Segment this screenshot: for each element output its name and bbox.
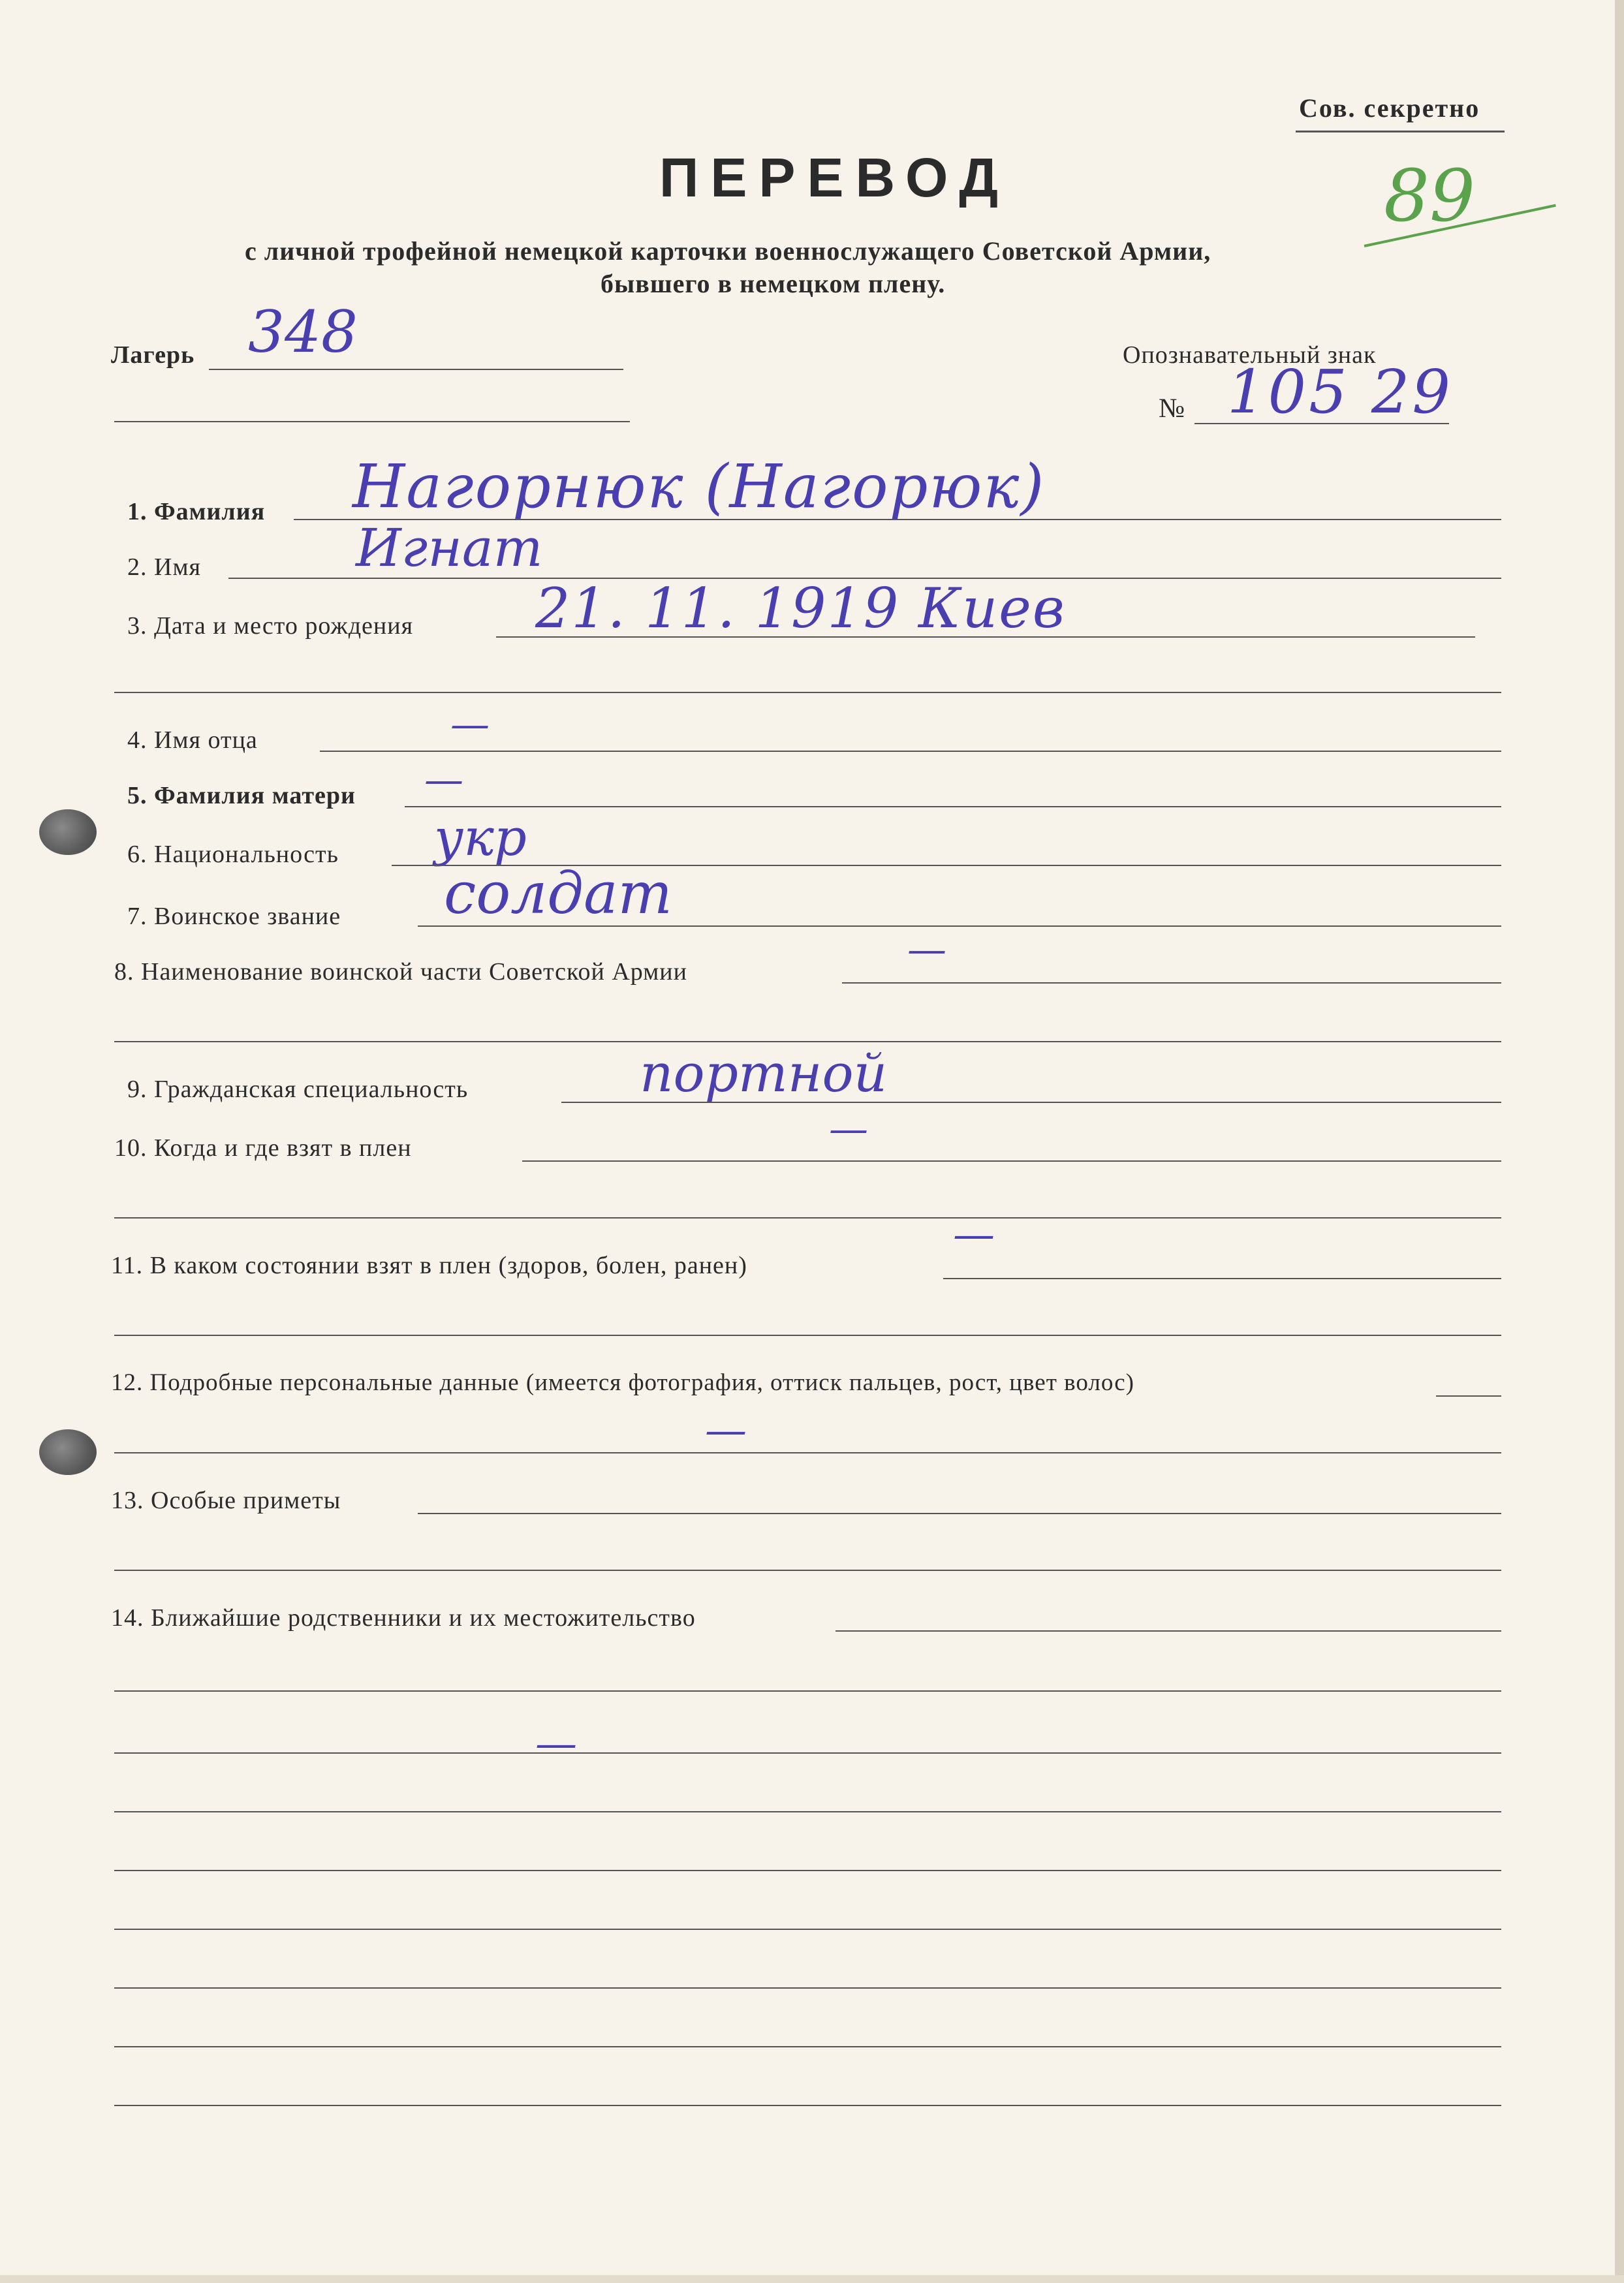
field-condition-label: 11. В каком состоянии взят в плен (здоров, болен, ранен): [111, 1252, 747, 1279]
page-edge-right: [1615, 0, 1624, 2283]
field-birth-line: [496, 636, 1475, 638]
field-profession-line: [561, 1102, 1501, 1103]
page-edge-bottom: [0, 2275, 1624, 2283]
field-relatives-line-4: [114, 1811, 1501, 1812]
field-personal-data-line-2: [114, 1452, 1501, 1453]
field-relatives-value: —: [535, 1720, 577, 1768]
document-subtitle-line1: с личной трофейной немецкой карточки военнослужащего Советской Армии,: [245, 236, 1211, 266]
field-profession-value: портной: [640, 1043, 888, 1104]
field-first-name-value: Игнат: [356, 518, 543, 578]
field-first-name-label: 2. Имя: [127, 553, 201, 581]
field-birth-line-2: [114, 692, 1501, 693]
field-relatives-line-5: [114, 1870, 1501, 1871]
field-father-name-label: 4. Имя отца: [127, 726, 258, 754]
camp-value: 348: [248, 298, 358, 365]
field-features-line: [418, 1513, 1501, 1514]
classification-stamp: Сов. секретно: [1299, 93, 1480, 123]
field-condition-line: [943, 1278, 1501, 1279]
field-relatives-label: 14. Ближайшие родственники и их местожительство: [111, 1604, 696, 1632]
field-nationality-label: 6. Национальность: [127, 841, 339, 868]
field-birth-value: 21. 11. 1919 Киев: [535, 576, 1066, 640]
field-rank-value: солдат: [444, 860, 672, 927]
field-unit-label: 8. Наименование воинской части Советской Армии: [114, 958, 687, 986]
field-personal-data-label: 12. Подробные персональные данные (имеется фотография, оттиск пальцев, рост, цвет волос): [111, 1369, 1134, 1396]
field-rank-label: 7. Воинское звание: [127, 903, 341, 930]
id-tag-label: Опознавательный знак: [1123, 341, 1377, 369]
field-nationality-value: укр: [434, 809, 527, 867]
camp-line-2: [114, 421, 630, 422]
field-unit-line-2: [114, 1041, 1501, 1042]
punch-hole-upper: [39, 809, 97, 855]
document-subtitle-line2: бывшего в немецком плену.: [601, 269, 946, 298]
id-tag-line: [1195, 423, 1449, 424]
field-condition-value: —: [953, 1211, 995, 1259]
field-father-name-line: [320, 751, 1501, 752]
field-relatives-line-8: [114, 2046, 1501, 2047]
field-mother-surname-value: —: [424, 757, 463, 803]
field-profession-label: 9. Гражданская специальность: [127, 1076, 469, 1103]
field-captured-label: 10. Когда и где взят в плен: [114, 1134, 412, 1162]
field-personal-data-line: [1436, 1395, 1501, 1397]
field-relatives-line: [835, 1630, 1501, 1632]
field-relatives-line-3: [114, 1752, 1501, 1754]
field-surname-label: 1. Фамилия: [127, 498, 266, 525]
field-rank-line: [418, 925, 1501, 927]
field-unit-line: [842, 982, 1501, 984]
field-relatives-line-6: [114, 1929, 1501, 1930]
sheet-number: 89: [1384, 154, 1475, 238]
field-mother-surname-label: 5. Фамилия матери: [127, 782, 356, 809]
document-title: ПЕРЕВОД: [659, 147, 1010, 208]
field-surname-value: Нагорнюк (Нагорюк): [352, 452, 1046, 521]
field-condition-line-2: [114, 1335, 1501, 1336]
field-unit-value: —: [907, 927, 946, 972]
field-features-line-2: [114, 1570, 1501, 1571]
field-relatives-line-9: [114, 2105, 1501, 2106]
classification-underline: [1296, 131, 1505, 132]
field-captured-value: —: [829, 1106, 868, 1152]
field-relatives-line-2: [114, 1690, 1501, 1692]
camp-label: Лагерь: [111, 341, 195, 369]
field-father-name-value: —: [450, 702, 490, 747]
id-tag-number-sign: №: [1159, 394, 1186, 424]
field-birth-label: 3. Дата и место рождения: [127, 612, 414, 640]
punch-hole-lower: [39, 1429, 97, 1475]
field-relatives-line-7: [114, 1987, 1501, 1989]
field-personal-data-value: —: [705, 1406, 747, 1455]
field-captured-line: [522, 1160, 1501, 1162]
id-tag-value: 105 29: [1227, 357, 1453, 427]
field-mother-surname-line: [405, 806, 1501, 807]
field-features-label: 13. Особые приметы: [111, 1487, 341, 1514]
field-captured-line-2: [114, 1217, 1501, 1219]
camp-line: [209, 369, 623, 370]
